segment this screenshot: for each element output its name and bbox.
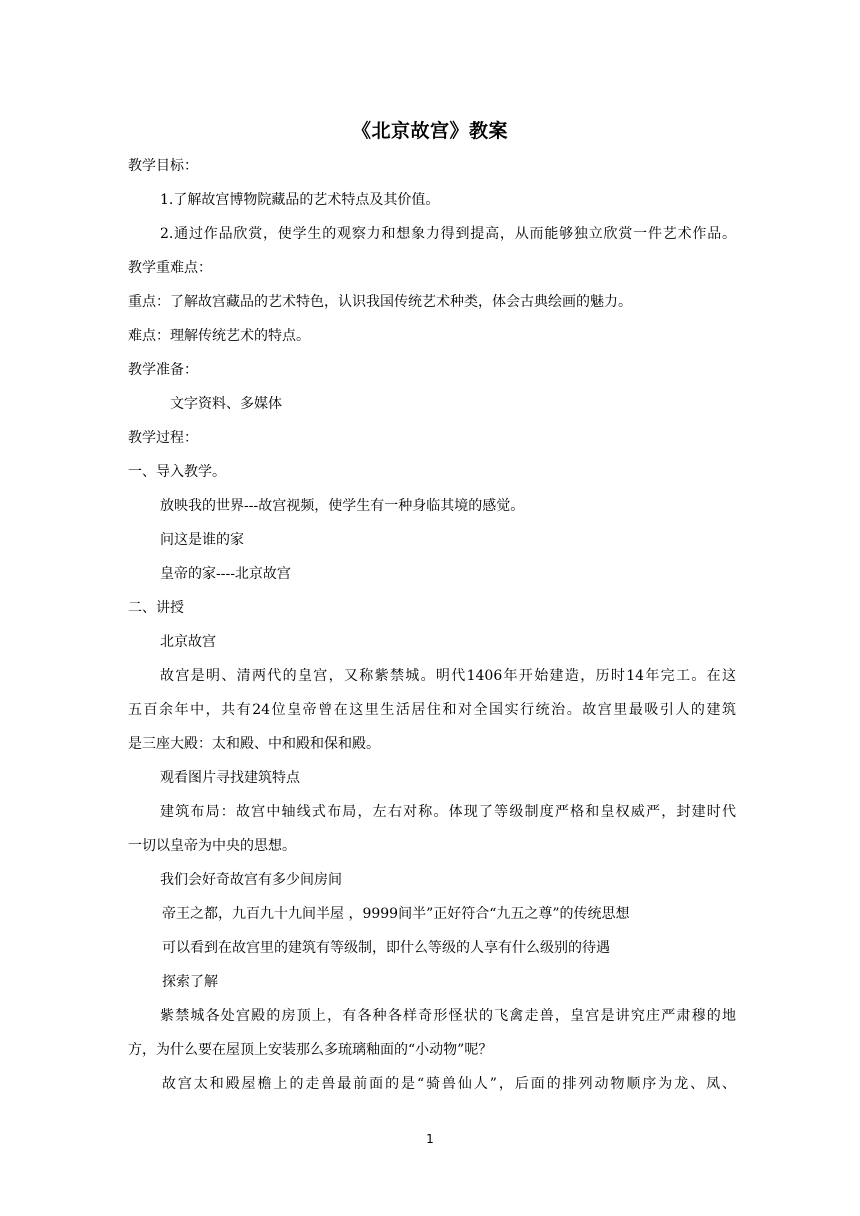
paragraph-line: 皇帝的家----北京故宫 bbox=[160, 566, 291, 582]
paragraph-line: 紫禁城各处宫殿的房顶上，有各种各样奇形怪状的飞禽走兽，皇宫是讲究庄严肃穆的地 bbox=[160, 1008, 736, 1024]
paragraph-line: 问这是谁的家 bbox=[160, 532, 244, 548]
paragraph-line: 故宫太和殿屋檐上的走兽最前面的是“骑兽仙人”，后面的排列动物顺序为龙、凤、 bbox=[162, 1076, 736, 1092]
paragraph-line: 建筑布局：故宫中轴线式布局，左右对称。体现了等级制度严格和皇权威严，封建时代 bbox=[160, 804, 736, 820]
preparation-text: 文字资料、多媒体 bbox=[170, 396, 282, 412]
key-point-text: 重点：了解故宫藏品的艺术特色，认识我国传统艺术种类，体会古典绘画的魅力。 bbox=[128, 294, 632, 310]
paragraph-line: 放映我的世界---故宫视频，使学生有一种身临其境的感觉。 bbox=[160, 498, 525, 514]
section-heading-process: 教学过程： bbox=[128, 430, 198, 446]
page-number: 1 bbox=[426, 1132, 434, 1146]
paragraph-line: 一切以皇帝为中央的思想。 bbox=[128, 838, 296, 854]
paragraph-line: 可以看到在故宫里的建筑有等级制，即什么等级的人享有什么级别的待遇 bbox=[162, 940, 610, 956]
objective-item-2: 2.通过作品欣赏，使学生的观察力和想象力得到提高，从而能够独立欣赏一件艺术作品。 bbox=[160, 226, 736, 242]
paragraph-line: 帝王之都，九百九十九间半屋 ，9999间半”正好符合“九五之尊”的传统思想 bbox=[162, 906, 630, 922]
paragraph-line: 五百余年中，共有24位皇帝曾在这里生活居住和对全国实行统治。故宫里最吸引人的建筑 bbox=[128, 702, 736, 718]
difficult-point-text: 难点：理解传统艺术的特点。 bbox=[128, 328, 310, 344]
section-heading-key-points: 教学重难点： bbox=[128, 260, 212, 276]
paragraph-line: 我们会好奇故宫有多少间房间 bbox=[160, 872, 342, 888]
paragraph-line: 是三座大殿：太和殿、中和殿和保和殿。 bbox=[128, 736, 380, 752]
section-heading-objectives: 教学目标： bbox=[128, 158, 198, 174]
objective-item-1: 1.了解故宫博物院藏品的艺术特点及其价值。 bbox=[160, 192, 440, 208]
paragraph-line: 方，为什么要在屋顶上安装那么多琉璃釉面的“小动物”呢？ bbox=[128, 1042, 493, 1058]
step-heading-intro: 一、导入教学。 bbox=[128, 464, 226, 480]
section-heading-preparation: 教学准备： bbox=[128, 362, 198, 378]
subheading-beijing-palace: 北京故宫 bbox=[160, 634, 216, 650]
document-title: 《北京故宫》教案 bbox=[351, 120, 508, 142]
paragraph-line: 故宫是明、清两代的皇宫，又称紫禁城。明代1406年开始建造，历时14年完工。在这 bbox=[160, 668, 736, 684]
paragraph-line: 探索了解 bbox=[162, 974, 218, 990]
paragraph-line: 观看图片寻找建筑特点 bbox=[160, 770, 300, 786]
step-heading-teaching: 二、讲授 bbox=[128, 600, 184, 616]
